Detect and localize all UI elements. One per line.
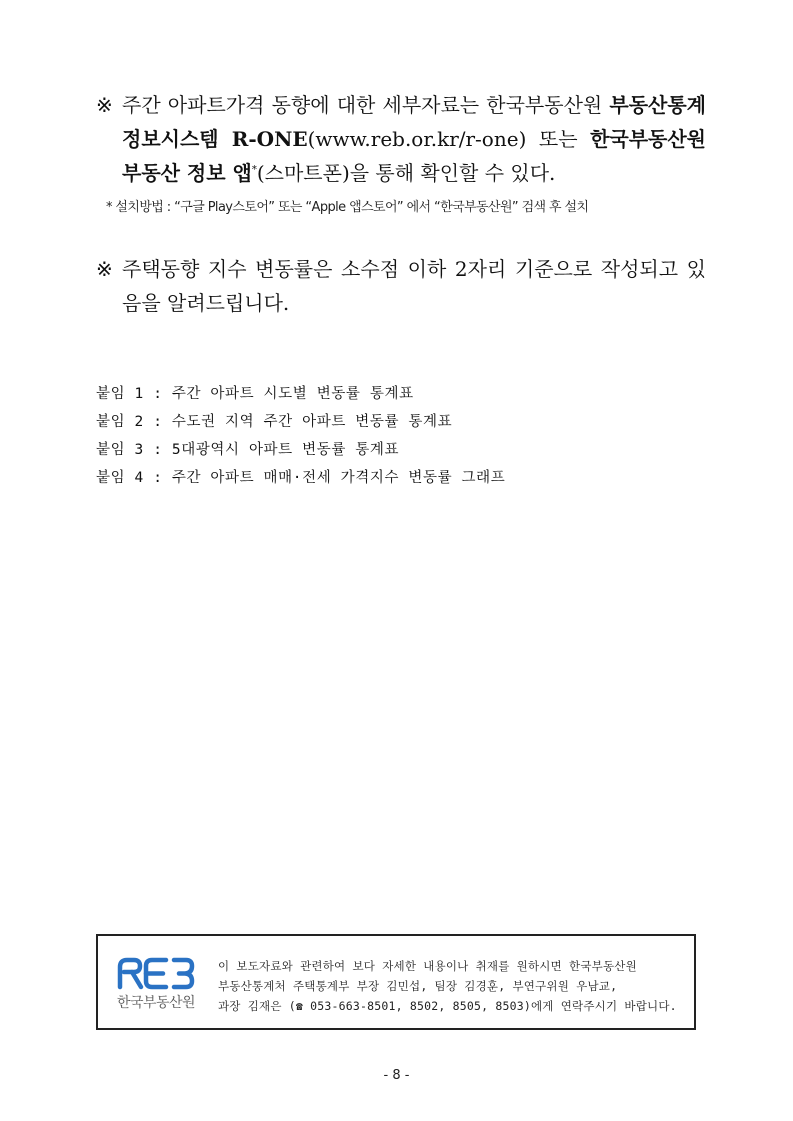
r-one-system-name: 부동산통계 정보시스템 R-ONE: [122, 93, 706, 151]
r-one-notice: [96, 88, 706, 190]
rounding-notice-text: 주택동향 지수 변동률은 소수점 이하 2자리 기준으로 작성되고 있음을 알려드립니다.: [122, 257, 706, 315]
reb-logo: [102, 954, 210, 1014]
rounding-notice: [96, 252, 706, 320]
r-one-url-text: (www.reb.or.kr/r-one) 또는: [307, 127, 591, 151]
attachment-item: 붙임 3 : 5대광역시 아파트 변동률 통계표: [96, 442, 400, 458]
reference-mark: ※: [96, 93, 113, 117]
app-name: 한국부동산원 부동산 정보 앱: [122, 127, 706, 185]
attachment-item: 붙임 4 : 주간 아파트 매매·전세 가격지수 변동률 그래프: [96, 470, 506, 486]
attachment-item: 붙임 2 : 수도권 지역 주간 아파트 변동률 통계표: [96, 414, 453, 430]
footnote-marker: *: [251, 164, 257, 176]
reference-mark: ※: [96, 257, 113, 281]
attachment-list: [96, 380, 505, 492]
contact-line: 이 보도자료와 관련하여 보다 자세한 내용이나 취재를 원하시면 한국부동산원: [218, 959, 637, 973]
page-number: - 8 -: [383, 1068, 410, 1083]
notice-text-end: (스마트폰)을 통해 확인할 수 있다.: [256, 161, 556, 185]
contact-line: 부동산통계처 주택통계부 부장 김민섭, 팀장 김경훈, 부연구위원 우남교,: [218, 979, 618, 993]
attachment-item: 붙임 1 : 주간 아파트 시도별 변동률 통계표: [96, 386, 414, 402]
contact-box: [96, 934, 696, 1030]
reb-logo-icon: [116, 956, 196, 990]
contact-info: [218, 956, 694, 1016]
contact-line: 과장 김재은 (☎ 053-663-8501, 8502, 8505, 8503)에게 연락주시기 바랍니다.: [218, 999, 677, 1013]
r-one-notice-text: [122, 88, 706, 190]
install-instructions: * 설치방법 : “구글 Play스토어” 또는 “Apple 앱스토어” 에서 “한국부동산원” 검색 후 설치: [106, 200, 589, 215]
notice-text-part: 주간 아파트가격 동향에 대한 세부자료는 한국부동산원: [122, 93, 610, 117]
reb-logo-text: 한국부동산원: [116, 995, 196, 1011]
